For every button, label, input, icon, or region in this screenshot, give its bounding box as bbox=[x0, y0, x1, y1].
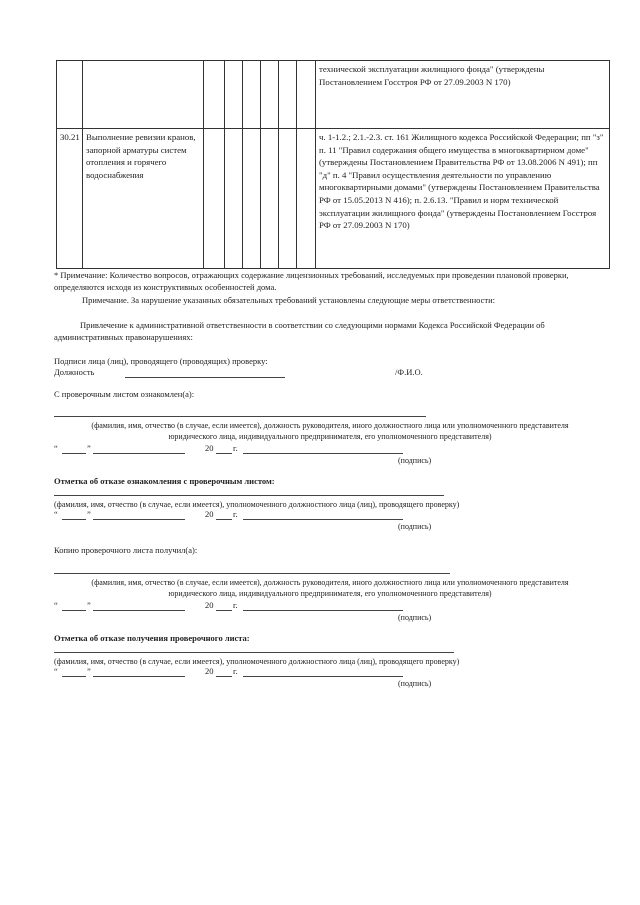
date-year-prefix: 20 bbox=[205, 600, 214, 610]
date-day-line[interactable] bbox=[62, 676, 86, 677]
liability-text: Привлечение к административной ответственности в соответствии со следующими нормами Кодекса Российской Федерации об административных правонарушениях: bbox=[54, 320, 545, 342]
table-row bbox=[57, 129, 610, 269]
signature-line[interactable] bbox=[243, 610, 403, 611]
acquainted-title: С проверочным листом ознакомлен(а): bbox=[54, 389, 195, 399]
date-year-prefix: 20 bbox=[205, 443, 214, 453]
refusal-copy-caption: (фамилия, имя, отчество (в случае, если имеется), уполномоченного должностного лица (лиц), проводящего проверку) bbox=[54, 657, 460, 666]
row-question: Выполнение ревизии кранов, запорной арматуры систем отопления и горячего водоснабжения bbox=[83, 129, 204, 269]
date-year-suffix: г. bbox=[233, 600, 238, 610]
date-year-prefix: 20 bbox=[205, 509, 214, 519]
position-line[interactable] bbox=[125, 377, 285, 378]
date-quote-open: “ bbox=[54, 443, 58, 453]
date-year-line[interactable] bbox=[216, 610, 232, 611]
acquainted-name-line[interactable] bbox=[54, 416, 426, 417]
date-month-line[interactable] bbox=[93, 453, 185, 454]
date-year-line[interactable] bbox=[216, 453, 232, 454]
date-day-line[interactable] bbox=[62, 453, 86, 454]
date-quote-close: ” bbox=[87, 666, 91, 676]
copy-received-name-line[interactable] bbox=[54, 573, 450, 574]
podpis-label: (подпись) bbox=[398, 456, 432, 465]
date-month-line[interactable] bbox=[93, 610, 185, 611]
refusal-acq-caption: (фамилия, имя, отчество (в случае, если имеется), уполномоченного должностного лица (лиц), проводящего проверку) bbox=[54, 500, 460, 509]
date-quote-open: “ bbox=[54, 666, 58, 676]
signature-line[interactable] bbox=[243, 676, 403, 677]
podpis-label: (подпись) bbox=[398, 613, 432, 622]
note-liability: Примечание. За нарушение указанных обязательных требований установлены следующие меры ответственности: bbox=[82, 295, 495, 305]
refusal-acq-title: Отметка об отказе ознакомления с проверочным листом: bbox=[54, 476, 275, 486]
date-year-suffix: г. bbox=[233, 509, 238, 519]
date-year-line[interactable] bbox=[216, 519, 232, 520]
signature-line[interactable] bbox=[243, 453, 403, 454]
row-requirements: технической эксплуатации жилищного фонда" (утверждены Постановлением Госстроя РФ от 27.09.2003 N 170) bbox=[316, 61, 610, 129]
copy-received-caption: (фамилия, имя, отчество (в случае, если имеется), должность руководителя, иного должностного лица или уполномоченного представителя юридического лица, индивидуального предпринимателя, его уполномоченного представителя) bbox=[91, 578, 569, 598]
refusal-acq-name-line[interactable] bbox=[54, 495, 444, 496]
copy-received-title: Копию проверочного листа получил(а): bbox=[54, 545, 198, 555]
podpis-label: (подпись) bbox=[398, 679, 432, 688]
date-day-line[interactable] bbox=[62, 519, 86, 520]
row-number: 30.21 bbox=[57, 129, 83, 269]
podpis-label: (подпись) bbox=[398, 522, 432, 531]
date-year-suffix: г. bbox=[233, 666, 238, 676]
row-requirements: ч. 1-1.2.; 2.1.-2.3. ст. 161 Жилищного кодекса Российской Федерации; пп "з" п. 11 "Правил содержания общего имущества в многоквартирном доме" (утверждены Постановлением Правительства РФ от 13.08.2006 N 491); пп "д" п. 4 "Правил осуществления деятельности по управлению многоквартирными домами" (утверждены Постановлением Правительства РФ от 15.05.2013 N 416); п. 2.6.13. "Правил и норм технической эксплуатации жилищного фонда" (утверждены Постановлением Госстроя РФ от 27.09.2003 N 170) bbox=[316, 129, 610, 269]
refusal-copy-name-line[interactable] bbox=[54, 652, 454, 653]
date-year-line[interactable] bbox=[216, 676, 232, 677]
checklist-table bbox=[56, 60, 610, 269]
signature-line[interactable] bbox=[243, 519, 403, 520]
date-quote-close: ” bbox=[87, 600, 91, 610]
date-month-line[interactable] bbox=[93, 519, 185, 520]
date-year-prefix: 20 bbox=[205, 666, 214, 676]
signatures-label: Подписи лица (лиц), проводящего (проводящих) проверку: bbox=[54, 356, 268, 366]
fio-label: /Ф.И.О. bbox=[395, 367, 423, 377]
date-quote-open: “ bbox=[54, 509, 58, 519]
date-day-line[interactable] bbox=[62, 610, 86, 611]
refusal-copy-title: Отметка об отказе получения проверочного листа: bbox=[54, 633, 250, 643]
date-quote-close: ” bbox=[87, 443, 91, 453]
date-year-suffix: г. bbox=[233, 443, 238, 453]
table-row bbox=[57, 61, 610, 129]
footnote: * Примечание: Количество вопросов, отражающих содержание лицензионных требований, исследуемых при проведении плановой проверки, определяются исходя из конструктивных особенностей дома. bbox=[54, 270, 569, 292]
position-label: Должность bbox=[54, 367, 95, 377]
row-number bbox=[57, 61, 83, 129]
date-month-line[interactable] bbox=[93, 676, 185, 677]
date-quote-close: ” bbox=[87, 509, 91, 519]
date-quote-open: “ bbox=[54, 600, 58, 610]
row-question bbox=[83, 61, 204, 129]
acquainted-caption: (фамилия, имя, отчество (в случае, если имеется), должность руководителя, иного должностного лица или уполномоченного представителя юридического лица, индивидуального предпринимателя, его уполномоченного представителя) bbox=[91, 421, 569, 441]
